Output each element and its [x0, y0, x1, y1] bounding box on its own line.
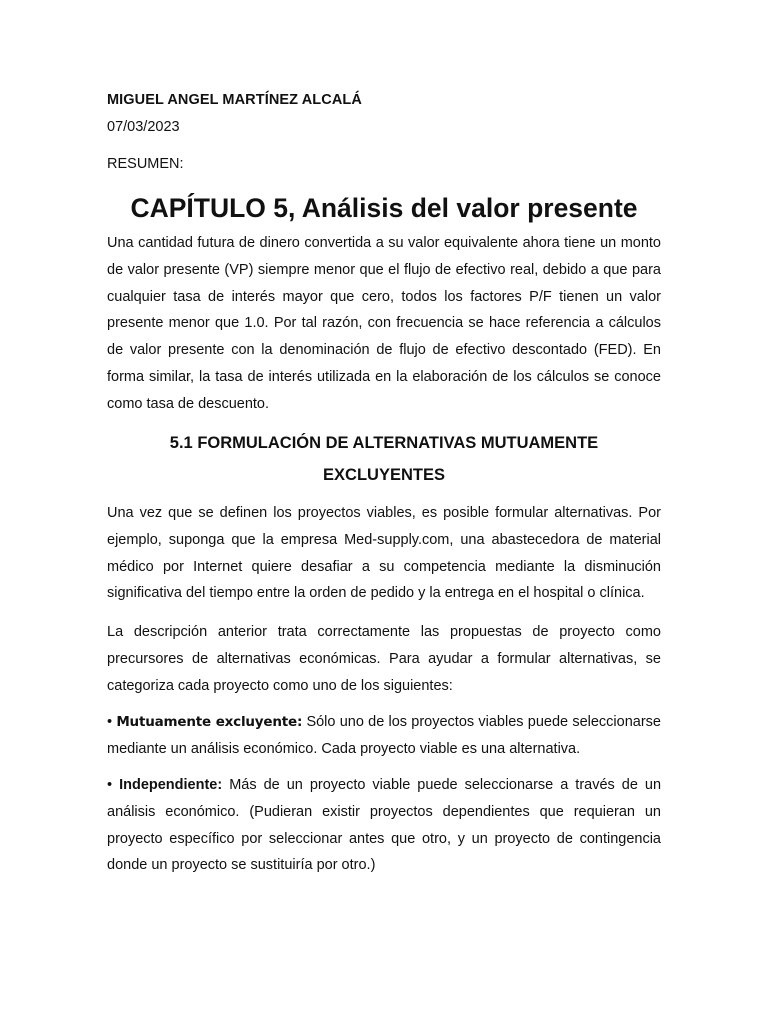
bullet-marker: • [107, 777, 113, 793]
bullet-term: Independiente: [119, 777, 223, 793]
bullet-item-independent [107, 772, 661, 879]
bullet-marker: • [107, 714, 113, 730]
document-date: 07/03/2023 [107, 119, 180, 135]
chapter-title: CAPÍTULO 5, Análisis del valor presente [130, 193, 638, 223]
body-paragraph: Una vez que se definen los proyectos viables, es posible formular alternativas. Por ejemplo, suponga que la empresa Med-supply.com, una abastecedora de material médico por Internet quiere desafiar a su competencia mediante la disminución significativa del tiempo entre la orden de pedido y la entrega en el hospital o clínica. [107, 505, 661, 602]
body-paragraph: La descripción anterior trata correctamente las propuestas de proyecto como precursores de alternativas económicas. Para ayudar a formular alternativas, se categoriza cada proyecto como uno de los siguientes: [107, 624, 661, 694]
bullet-text: Sólo uno de los proyectos viables puede seleccionarse mediante un análisis económico. Cada proyecto viable es una alternativa. [107, 714, 661, 757]
bullet-item-mutually-exclusive [107, 709, 661, 763]
author-name: MIGUEL ANGEL MARTÍNEZ ALCALÁ [107, 92, 362, 108]
section-heading: 5.1 FORMULACIÓN DE ALTERNATIVAS MUTUAMENTE EXCLUYENTES [169, 434, 599, 484]
summary-label: RESUMEN: [107, 156, 184, 172]
bullet-text: Más de un proyecto viable puede seleccionarse a través de un análisis económico. (Pudieran existir proyectos dependientes que requieran un proyecto específico por seleccionar antes que otro, y un proyecto de contingencia donde un proyecto se sustituiría por otro.) [107, 777, 662, 874]
bullet-term: Mutuamente excluyente: [116, 714, 303, 730]
intro-paragraph: Una cantidad futura de dinero convertida a su valor equivalente ahora tiene un monto de valor presente (VP) siempre menor que el flujo de efectivo real, debido a que para cualquier tasa de interés mayor que cero, todos los factores P/F tienen un valor presente menor que 1.0. Por tal razón, con frecuencia se hace referencia a cálculos de valor presente con la denominación de flujo de efectivo descontado (FED). En forma similar, la tasa de interés utilizada en la elaboración de los cálculos se conoce como tasa de descuento. [107, 235, 661, 412]
